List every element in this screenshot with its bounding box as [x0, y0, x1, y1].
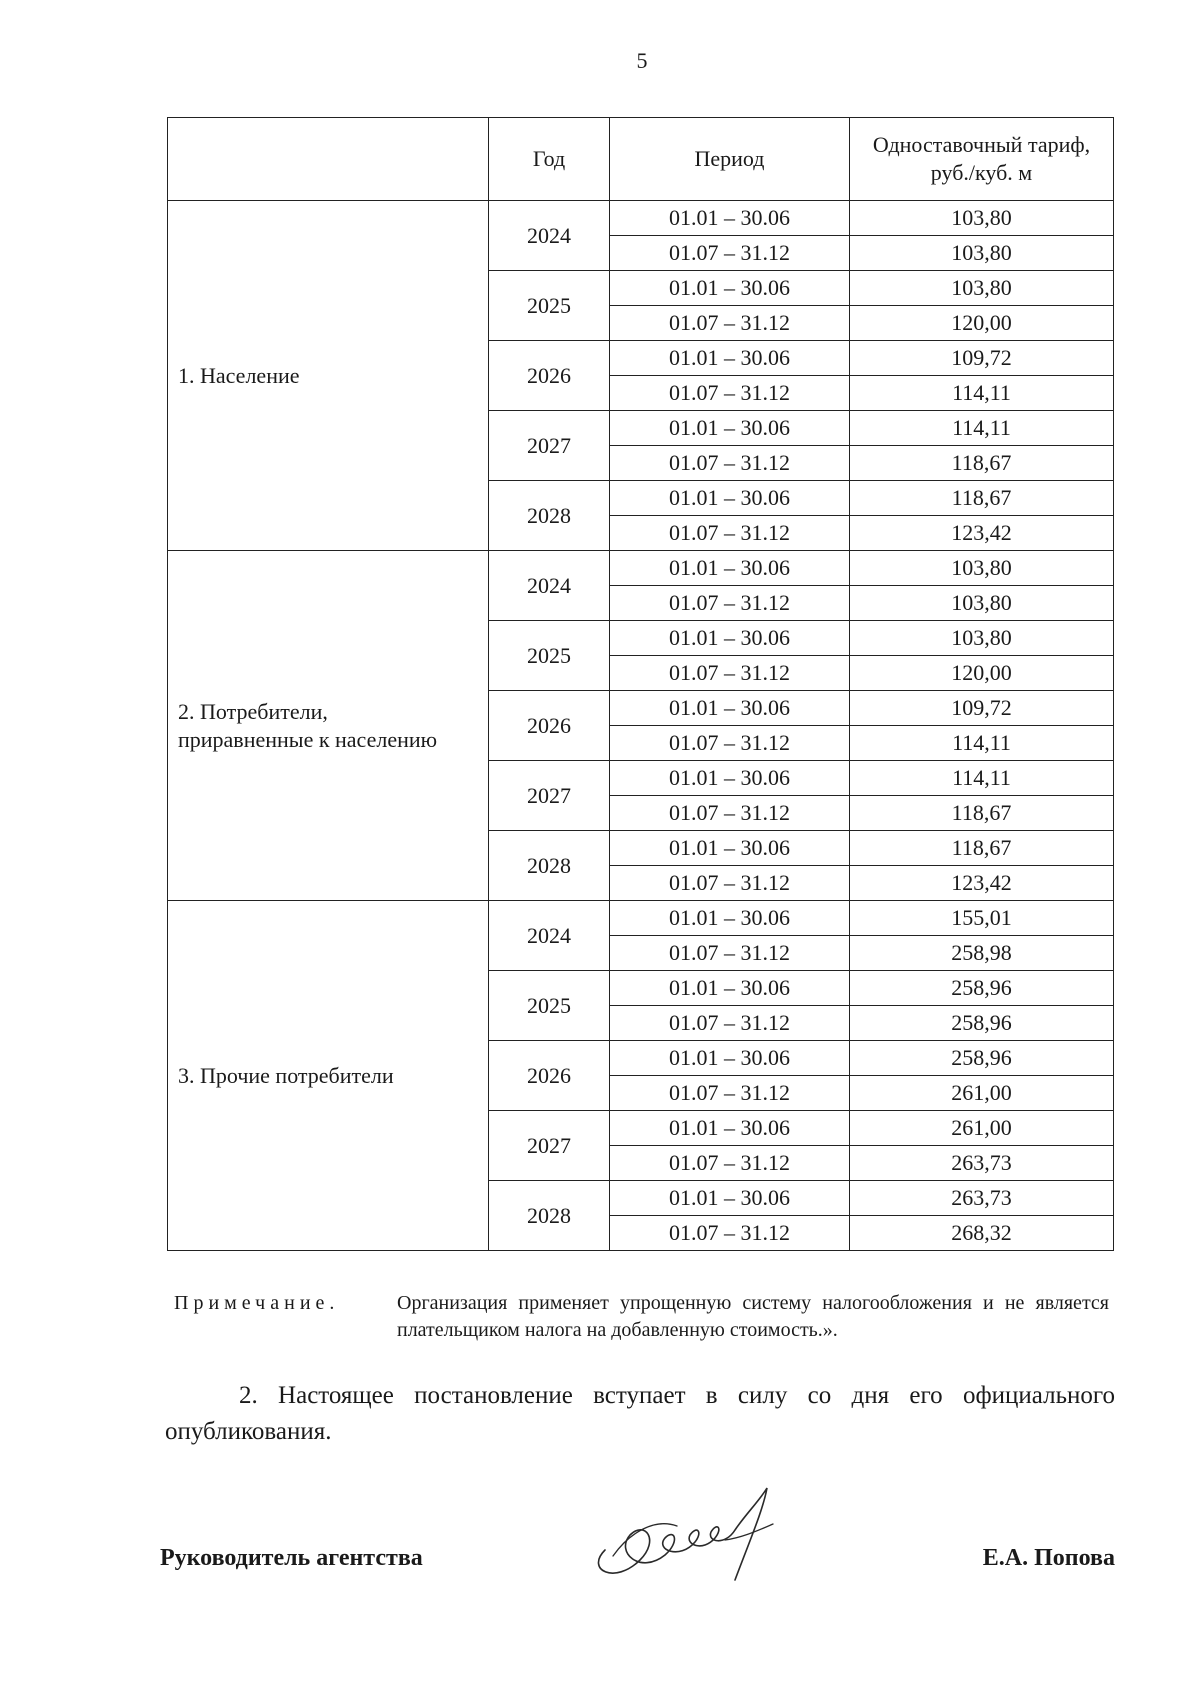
tariff-cell: 258,96 — [850, 1006, 1114, 1041]
year-cell: 2028 — [489, 1181, 610, 1251]
tariff-cell: 109,72 — [850, 341, 1114, 376]
period-cell: 01.07 – 31.12 — [610, 516, 850, 551]
year-cell: 2027 — [489, 411, 610, 481]
period-cell: 01.01 – 30.06 — [610, 1181, 850, 1216]
period-cell: 01.01 – 30.06 — [610, 1111, 850, 1146]
table-row — [168, 201, 1114, 236]
year-cell: 2025 — [489, 621, 610, 691]
tariff-cell: 118,67 — [850, 831, 1114, 866]
tariff-cell: 114,11 — [850, 376, 1114, 411]
page-number: 5 — [636, 48, 648, 73]
period-cell: 01.07 – 31.12 — [610, 656, 850, 691]
note-label: Примечание. — [174, 1292, 340, 1314]
tariff-cell: 103,80 — [850, 236, 1114, 271]
consumer-group-label: 1. Население — [178, 362, 300, 388]
period-cell: 01.01 – 30.06 — [610, 341, 850, 376]
consumer-group-cell — [168, 901, 489, 1251]
consumer-group-cell — [168, 551, 489, 901]
period-cell: 01.01 – 30.06 — [610, 971, 850, 1006]
period-cell: 01.07 – 31.12 — [610, 1076, 850, 1111]
tariff-cell: 114,11 — [850, 411, 1114, 446]
tariff-cell: 258,96 — [850, 1041, 1114, 1076]
header-tariff-line2: руб./куб. м — [930, 160, 1033, 185]
note-text: Организация применяет упрощенную систему налогообложения и не является плательщиком налога на добавленную стоимость.». — [397, 1292, 1109, 1341]
tariff-cell: 118,67 — [850, 796, 1114, 831]
tariff-cell: 120,00 — [850, 656, 1114, 691]
period-cell: 01.01 – 30.06 — [610, 1041, 850, 1076]
period-cell: 01.01 – 30.06 — [610, 411, 850, 446]
period-cell: 01.07 – 31.12 — [610, 726, 850, 761]
tariff-cell: 120,00 — [850, 306, 1114, 341]
year-cell: 2024 — [489, 901, 610, 971]
period-cell: 01.01 – 30.06 — [610, 691, 850, 726]
tariff-table — [167, 117, 1114, 1251]
year-cell: 2028 — [489, 831, 610, 901]
tariff-cell: 114,11 — [850, 726, 1114, 761]
tariff-cell: 103,80 — [850, 551, 1114, 586]
year-cell: 2026 — [489, 691, 610, 761]
tariff-cell: 109,72 — [850, 691, 1114, 726]
tariff-cell: 261,00 — [850, 1111, 1114, 1146]
period-cell: 01.01 – 30.06 — [610, 621, 850, 656]
table-body — [168, 201, 1114, 1251]
year-cell: 2024 — [489, 551, 610, 621]
year-cell: 2027 — [489, 761, 610, 831]
clause-2: 2. Настоящее постановление вступает в силу со дня его официального опубликования. — [165, 1382, 1115, 1445]
tariff-cell: 103,80 — [850, 271, 1114, 306]
tariff-cell: 263,73 — [850, 1181, 1114, 1216]
tariff-cell: 118,67 — [850, 446, 1114, 481]
year-cell: 2027 — [489, 1111, 610, 1181]
header-period: Период — [610, 118, 850, 201]
period-cell: 01.01 – 30.06 — [610, 761, 850, 796]
period-cell: 01.07 – 31.12 — [610, 866, 850, 901]
year-cell: 2025 — [489, 971, 610, 1041]
period-cell: 01.07 – 31.12 — [610, 936, 850, 971]
header-year: Год — [489, 118, 610, 201]
tariff-cell: 114,11 — [850, 761, 1114, 796]
period-cell: 01.01 – 30.06 — [610, 271, 850, 306]
header-tariff — [850, 118, 1114, 201]
period-cell: 01.01 – 30.06 — [610, 481, 850, 516]
signer-name: Е.А. Попова — [982, 1545, 1115, 1571]
period-cell: 01.01 – 30.06 — [610, 201, 850, 236]
tariff-cell: 103,80 — [850, 621, 1114, 656]
period-cell: 01.01 – 30.06 — [610, 551, 850, 586]
signer-title: Руководитель агентства — [160, 1545, 423, 1571]
period-cell: 01.07 – 31.12 — [610, 306, 850, 341]
period-cell: 01.07 – 31.12 — [610, 446, 850, 481]
table-row — [168, 551, 1114, 586]
consumer-group-label: 3. Прочие потребители — [178, 1062, 394, 1088]
year-cell: 2025 — [489, 271, 610, 341]
consumer-group-label: 2. Потребители, — [178, 698, 328, 724]
tariff-cell: 123,42 — [850, 516, 1114, 551]
signature-line — [160, 1545, 1115, 1585]
year-cell: 2028 — [489, 481, 610, 551]
year-cell: 2024 — [489, 201, 610, 271]
period-cell: 01.07 – 31.12 — [610, 1216, 850, 1251]
tariff-cell: 263,73 — [850, 1146, 1114, 1181]
tariff-cell: 258,98 — [850, 936, 1114, 971]
period-cell: 01.07 – 31.12 — [610, 236, 850, 271]
year-cell: 2026 — [489, 341, 610, 411]
consumer-group-label: приравненные к населению — [178, 726, 438, 752]
period-cell: 01.07 – 31.12 — [610, 1146, 850, 1181]
tariff-cell: 258,96 — [850, 971, 1114, 1006]
tariff-cell: 123,42 — [850, 866, 1114, 901]
period-cell: 01.01 – 30.06 — [610, 831, 850, 866]
period-cell: 01.07 – 31.12 — [610, 796, 850, 831]
header-group — [168, 118, 489, 201]
tariff-cell: 103,80 — [850, 201, 1114, 236]
tariff-cell: 118,67 — [850, 481, 1114, 516]
table-row — [168, 901, 1114, 936]
period-cell: 01.07 – 31.12 — [610, 586, 850, 621]
tariff-cell: 268,32 — [850, 1216, 1114, 1251]
table-header-row — [168, 118, 1114, 201]
period-cell: 01.07 – 31.12 — [610, 1006, 850, 1041]
year-cell: 2026 — [489, 1041, 610, 1111]
tariff-cell: 103,80 — [850, 586, 1114, 621]
period-cell: 01.01 – 30.06 — [610, 901, 850, 936]
consumer-group-cell — [168, 201, 489, 551]
period-cell: 01.07 – 31.12 — [610, 376, 850, 411]
header-tariff-line1: Одноставочный тариф, — [872, 132, 1091, 157]
tariff-cell: 261,00 — [850, 1076, 1114, 1111]
tariff-cell: 155,01 — [850, 901, 1114, 936]
